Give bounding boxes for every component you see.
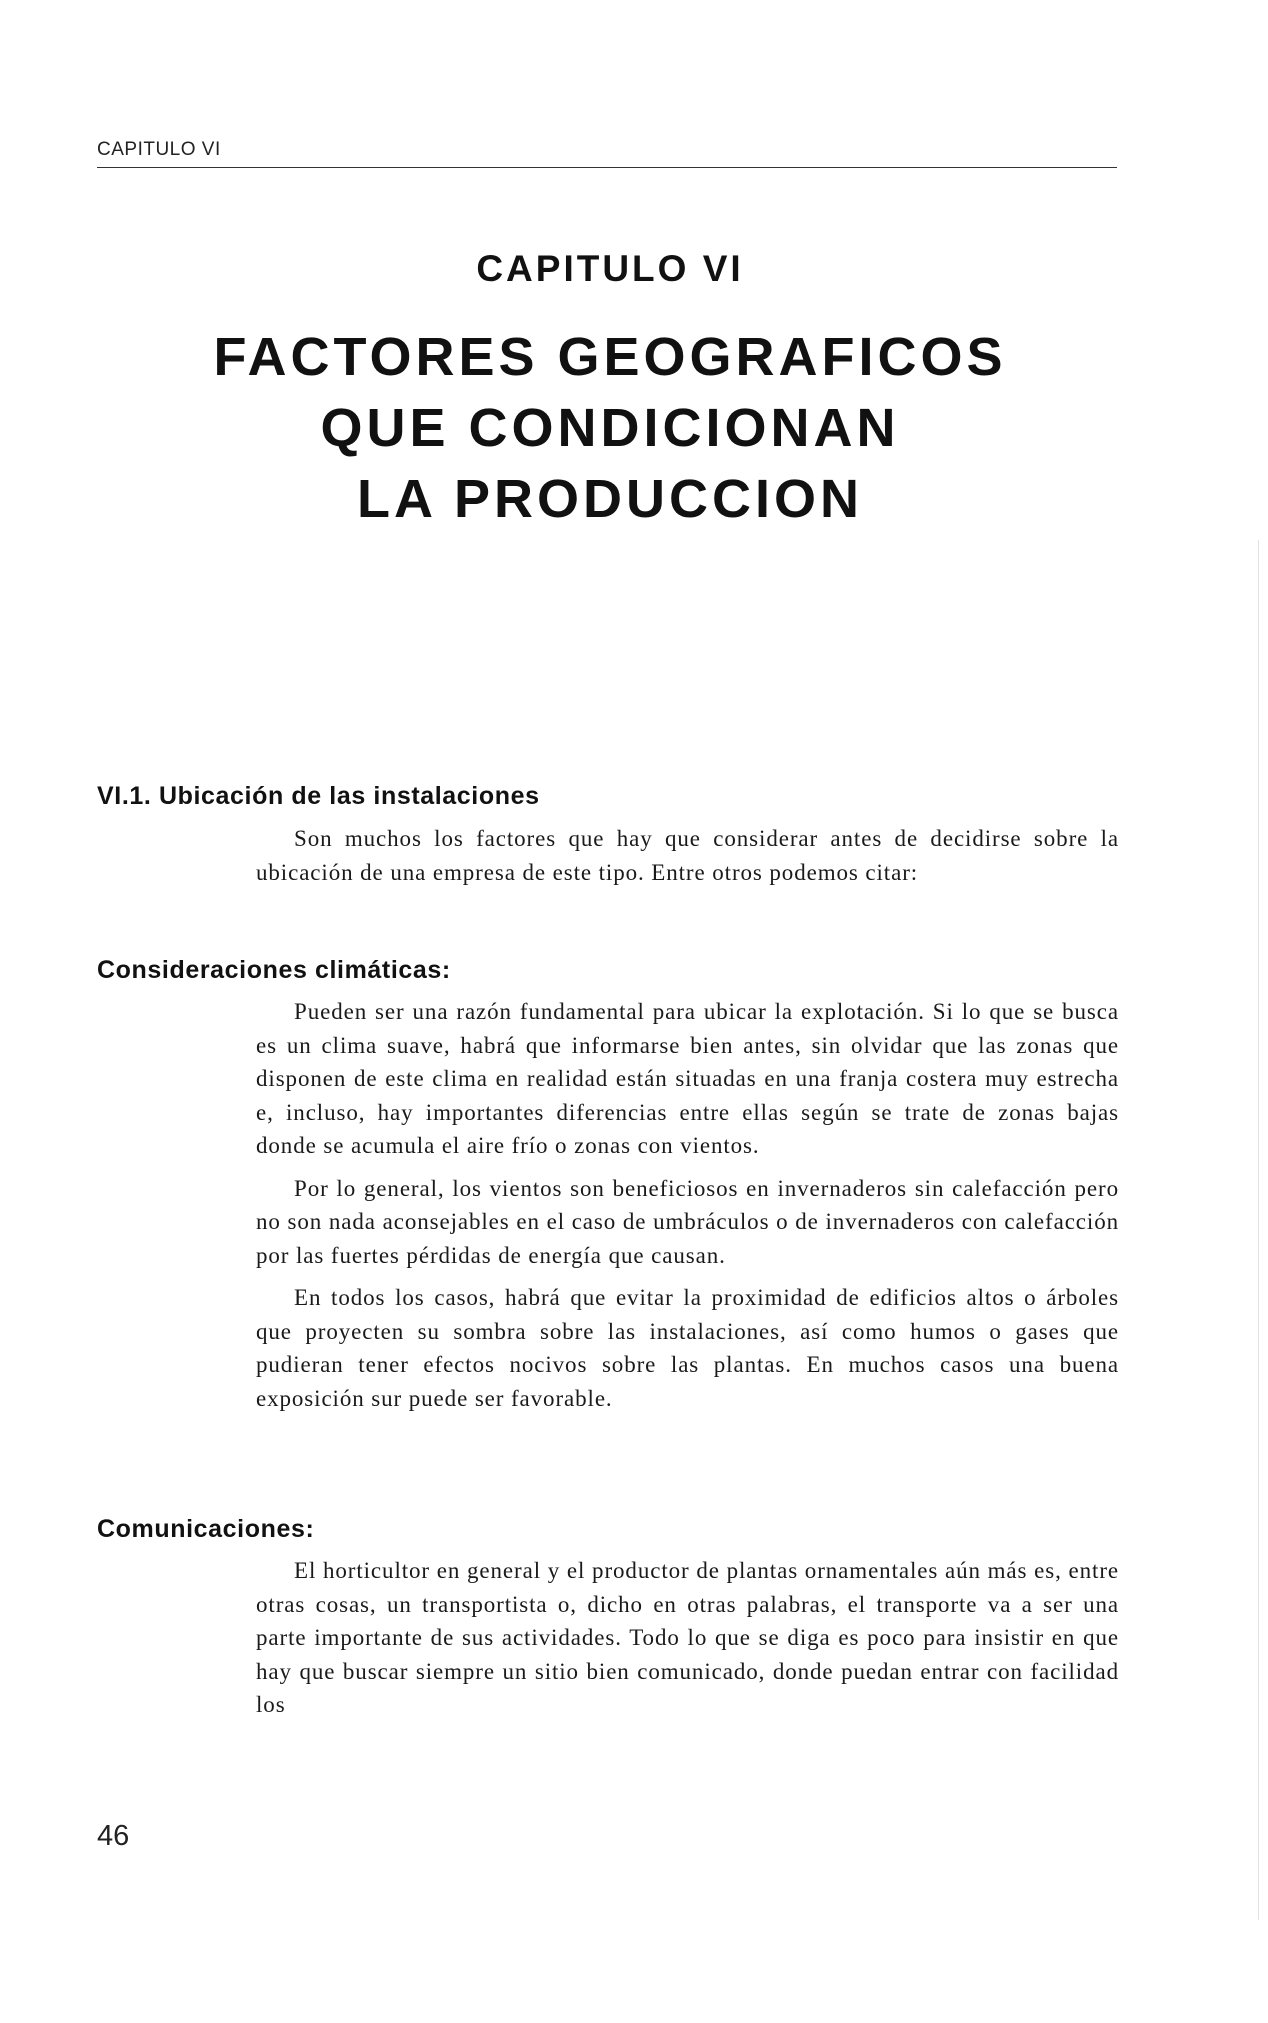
- header-divider: [97, 167, 1117, 168]
- subsection-heading: Consideraciones climáticas:: [97, 956, 451, 984]
- paragraph: El horticultor en general y el productor de plantas ornamentales aún más es, entre otras cosas, un transportista o, dicho en otras palabras, el transporte va a ser una parte importante de sus actividades. Todo lo que se diga es poco para insistir en que hay que buscar siempre un sitio bien comunicado, donde puedan entrar con facilidad los: [256, 1558, 1119, 1717]
- page-number: 46: [97, 1820, 130, 1852]
- running-header: CAPITULO VI: [97, 139, 221, 160]
- section-body: [256, 1554, 1119, 1722]
- scan-edge-line: [1258, 540, 1259, 1920]
- paragraph: Pueden ser una razón fundamental para ubicar la explotación. Si lo que se busca es un clima suave, habrá que informarse bien antes, sin olvidar que las zonas que disponen de este clima en realidad están situadas en una franja costera muy estrecha e, incluso, hay importantes diferencias entre ellas según se trate de zonas bajas donde se acumula el aire frío o zonas con vientos.: [256, 999, 1119, 1158]
- section-heading: VI.1. Ubicación de las instalaciones: [97, 782, 540, 810]
- section-body: [256, 995, 1119, 1415]
- subsection-heading: Comunicaciones:: [97, 1515, 315, 1543]
- chapter-title-line: QUE CONDICIONAN: [320, 398, 900, 458]
- chapter-title: [0, 322, 1220, 535]
- chapter-title-line: LA PRODUCCION: [357, 469, 863, 529]
- chapter-title-line: FACTORES GEOGRAFICOS: [213, 327, 1007, 387]
- paragraph: En todos los casos, habrá que evitar la proximidad de edificios altos o árboles que proyecten su sombra sobre las instalaciones, así como humos o gases que pudieran tener efectos nocivos sobre las plantas. En muchos casos una buena exposición sur puede ser favorable.: [256, 1285, 1119, 1411]
- paragraph: Por lo general, los vientos son beneficiosos en invernaderos sin calefacción pero no son nada aconsejables en el caso de umbráculos o de invernaderos con calefacción por las fuertes pérdidas de energía que causan.: [256, 1175, 1119, 1268]
- section-body: [256, 822, 1119, 889]
- paragraph: Son muchos los factores que hay que considerar antes de decidirse sobre la ubicación de una empresa de este tipo. Entre otros podemos citar:: [256, 826, 1119, 885]
- chapter-label: CAPITULO VI: [476, 248, 744, 289]
